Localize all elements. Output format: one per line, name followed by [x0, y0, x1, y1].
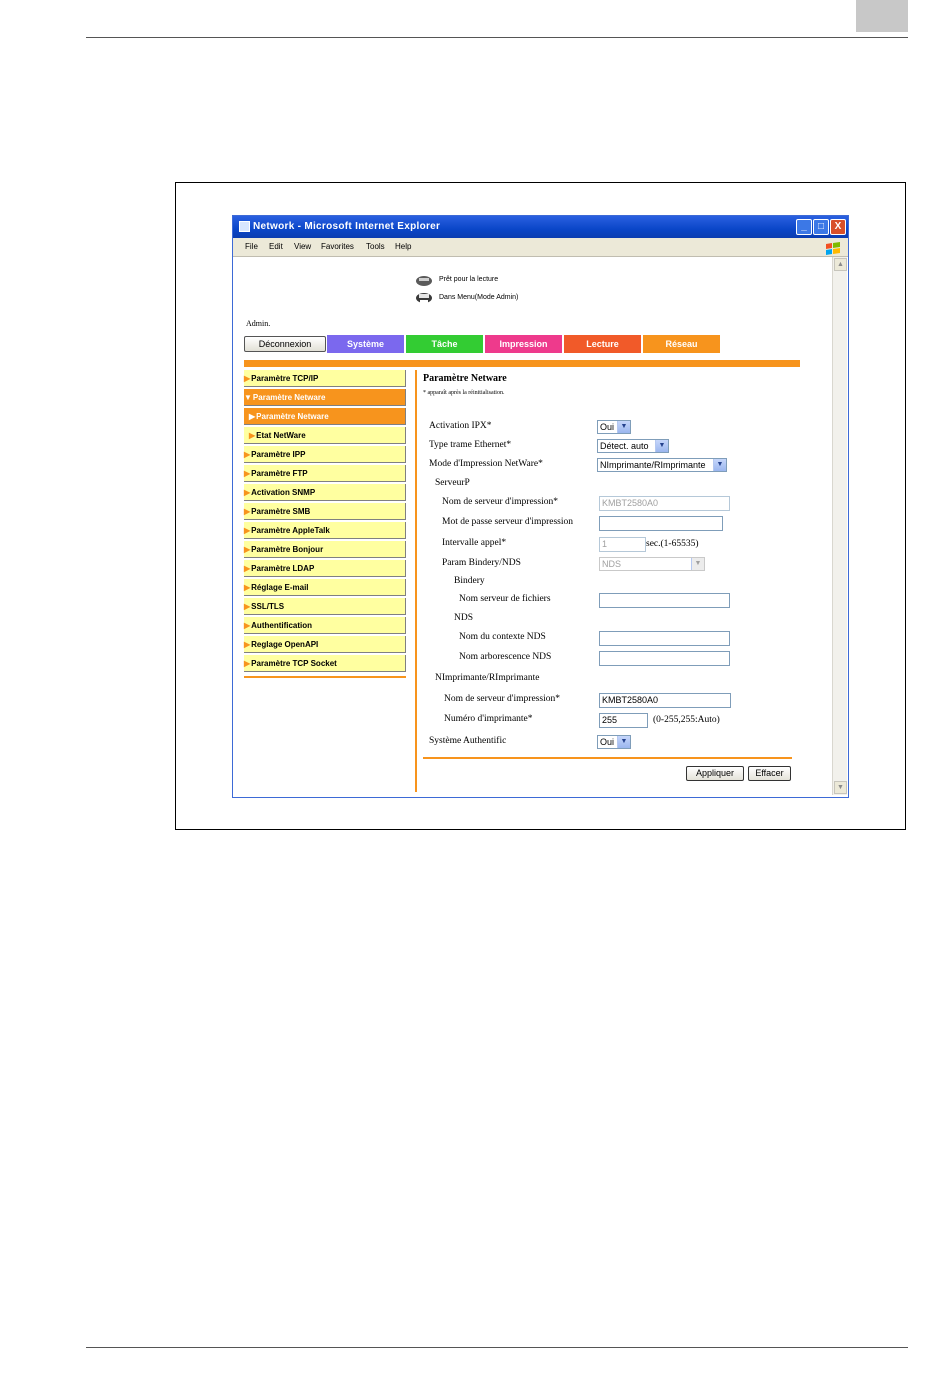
chevron-down-icon: ▼ — [713, 459, 726, 471]
status-admin-mode: Dans Menu(Mode Admin) — [439, 294, 519, 301]
menu-edit[interactable]: Edit — [269, 242, 283, 251]
sidebar-item-authentification[interactable]: ▶Authentification — [244, 617, 406, 634]
page-content — [236, 257, 832, 795]
sidebar-item-tcp-socket[interactable]: ▶Paramètre TCP Socket — [244, 655, 406, 672]
sidebar-item-ldap[interactable]: ▶Paramètre LDAP — [244, 560, 406, 577]
mot-de-passe-input[interactable] — [599, 516, 723, 531]
status-ready: Prêt pour la lecture — [439, 276, 499, 283]
mode-impression-label: Mode d'Impression NetWare* — [429, 459, 543, 469]
tab-systeme[interactable]: Système — [327, 335, 404, 353]
systeme-auth-select[interactable]: Oui ▼ — [597, 735, 631, 749]
nom-arborescence-nds-label: Nom arborescence NDS — [459, 652, 552, 662]
numero-imprimante-range: (0-255,255:Auto) — [653, 715, 720, 725]
scroll-up-icon[interactable]: ▲ — [834, 258, 847, 271]
systeme-auth-label: Système Authentific — [429, 736, 507, 746]
tab-impression[interactable]: Impression — [485, 335, 562, 353]
sidebar-item-tcpip[interactable]: ▶Paramètre TCP/IP — [244, 370, 406, 387]
form-bottom-rule — [423, 757, 792, 759]
nimprimante-nom-serveur-input[interactable]: KMBT2580A0 — [599, 693, 731, 708]
sidebar-item-bonjour[interactable]: ▶Paramètre Bonjour — [244, 541, 406, 558]
nds-heading: NDS — [454, 613, 474, 623]
apply-button[interactable]: Appliquer — [686, 766, 744, 781]
sidebar-item-snmp[interactable]: ▶Activation SNMP — [244, 484, 406, 501]
scroll-down-icon[interactable]: ▼ — [834, 781, 847, 794]
window-title: Network - Microsoft Internet Explorer — [253, 221, 441, 232]
mot-de-passe-label: Mot de passe serveur d'impression — [442, 517, 573, 527]
nom-contexte-nds-input[interactable] — [599, 631, 730, 646]
serveurp-nom-serveur-input[interactable]: KMBT2580A0 — [599, 496, 730, 511]
nimprimante-heading: NImprimante/RImprimante — [435, 673, 540, 683]
nom-serveur-fichiers-input[interactable] — [599, 593, 730, 608]
menu-favorites[interactable]: Favorites — [321, 242, 354, 251]
nimprimante-nom-serveur-label: Nom de serveur d'impression* — [444, 694, 560, 704]
nom-arborescence-nds-input[interactable] — [599, 651, 730, 666]
minimize-button[interactable]: _ — [796, 219, 812, 235]
menu-view[interactable]: View — [294, 242, 312, 251]
admin-label: Admin. — [246, 319, 271, 328]
mode-impression-select[interactable]: NImprimante/RImprimante ▼ — [597, 458, 727, 472]
chevron-down-icon: ▼ — [691, 558, 704, 570]
activation-ipx-select[interactable]: Oui ▼ — [597, 420, 631, 434]
clear-button[interactable]: Effacer — [748, 766, 791, 781]
type-trame-label: Type trame Ethernet* — [429, 440, 512, 450]
tab-tache[interactable]: Tâche — [406, 335, 483, 353]
menu-file[interactable]: File — [245, 242, 258, 251]
vertical-scrollbar[interactable] — [832, 257, 847, 795]
sidebar-subitem-etat-netware[interactable]: ▶Etat NetWare — [244, 427, 406, 444]
browser-window — [232, 215, 849, 798]
numero-imprimante-input[interactable]: 255 — [599, 713, 648, 728]
nom-contexte-nds-label: Nom du contexte NDS — [459, 632, 546, 642]
intervalle-appel-input[interactable]: 1 — [599, 537, 646, 552]
sidebar-bottom-rule — [244, 676, 406, 678]
sidebar-item-email[interactable]: ▶Réglage E-mail — [244, 579, 406, 596]
menu-help[interactable]: Help — [395, 242, 412, 251]
page-number-tab — [856, 0, 908, 32]
chevron-down-icon: ▼ — [655, 440, 668, 452]
type-trame-select[interactable]: Détect. auto ▼ — [597, 439, 669, 453]
menu-tools[interactable]: Tools — [366, 242, 385, 251]
header-orange-bar — [244, 360, 800, 367]
printer-icon — [415, 275, 433, 287]
bindery-heading: Bindery — [454, 576, 485, 586]
serveurp-nom-serveur-label: Nom de serveur d'impression* — [442, 497, 558, 507]
activation-ipx-label: Activation IPX* — [429, 421, 492, 431]
chevron-down-icon: ▼ — [617, 421, 630, 433]
sidebar-item-ipp[interactable]: ▶Paramètre IPP — [244, 446, 406, 463]
printer-admin-icon — [415, 292, 433, 304]
sidebar-item-appletalk[interactable]: ▶Paramètre AppleTalk — [244, 522, 406, 539]
footer-rule — [86, 1347, 908, 1348]
header-rule — [86, 37, 908, 38]
content-divider — [415, 370, 417, 792]
title-bar[interactable] — [233, 216, 848, 238]
close-button[interactable]: X — [830, 219, 846, 235]
tab-lecture[interactable]: Lecture — [564, 335, 641, 353]
page-title: Paramètre Netware — [423, 373, 507, 384]
sidebar-item-openapi[interactable]: ▶Reglage OpenAPI — [244, 636, 406, 653]
sidebar-subitem-netware[interactable]: ▶Paramètre Netware — [244, 408, 406, 425]
windows-logo-icon — [824, 242, 842, 256]
serveurp-heading: ServeurP — [435, 478, 470, 488]
chevron-down-icon: ▼ — [617, 736, 630, 748]
maximize-button[interactable]: □ — [813, 219, 829, 235]
sidebar-item-ftp[interactable]: ▶Paramètre FTP — [244, 465, 406, 482]
param-bindery-label: Param Bindery/NDS — [442, 558, 521, 568]
intervalle-appel-label: Intervalle appel* — [442, 538, 507, 548]
sidebar-item-netware[interactable]: ▼Paramètre Netware — [244, 389, 406, 406]
numero-imprimante-label: Numéro d'imprimante* — [444, 714, 533, 724]
intervalle-appel-unit: sec.(1-65535) — [646, 539, 699, 549]
menu-bar — [233, 238, 848, 257]
reboot-note: * apparaît après la réinitialisation. — [423, 390, 505, 396]
disconnect-button[interactable]: Déconnexion — [244, 336, 326, 352]
sidebar-item-ssl-tls[interactable]: ▶SSL/TLS — [244, 598, 406, 615]
tab-reseau[interactable]: Réseau — [643, 335, 720, 353]
ie-icon — [239, 221, 250, 232]
param-bindery-select[interactable]: NDS ▼ — [599, 557, 705, 571]
sidebar-item-smb[interactable]: ▶Paramètre SMB — [244, 503, 406, 520]
nom-serveur-fichiers-label: Nom serveur de fichiers — [459, 594, 551, 604]
